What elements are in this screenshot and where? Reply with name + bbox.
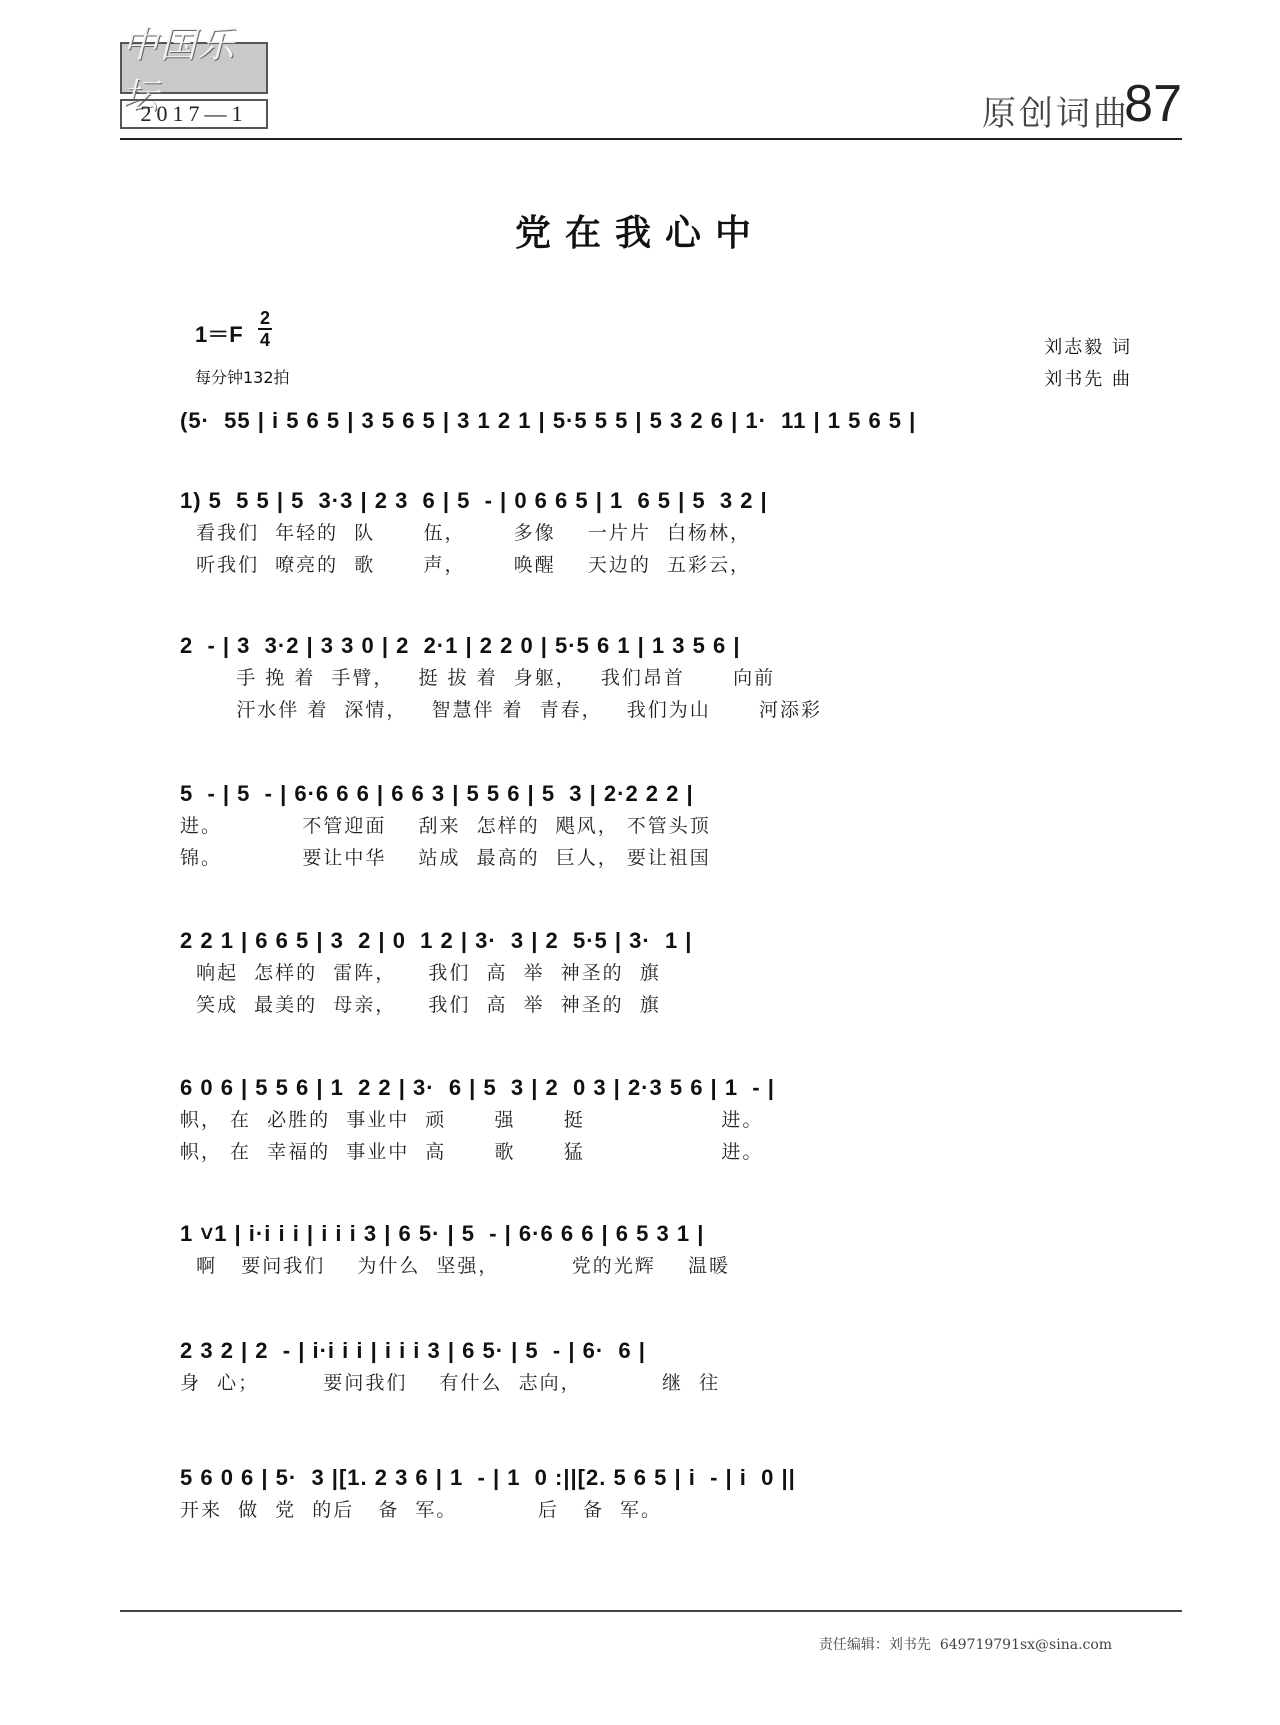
- lyric-verse-1: 进。 不管迎面 刮来 怎样的 飓风， 不管头顶: [180, 815, 711, 837]
- time-signature-top: 2: [259, 308, 270, 328]
- score-system-6: [180, 1072, 1130, 1168]
- notation-line: 1) 5 5 5 | 5 3·3 | 2 3 6 | 5 - | 0 6 6 5 | 1 6 5 | 5 3 2 |: [180, 488, 768, 513]
- notation-line: 6 0 6 | 5 5 6 | 1 2 2 | 3· 6 | 5 3 | 2 0 3 | 2·3 5 6 | 1 - |: [180, 1075, 775, 1100]
- lyric-verse-1: 看我们 年轻的 队 伍， 多像 一片片 白杨林，: [180, 522, 751, 544]
- notation-line: 2 - | 3 3·2 | 3 3 0 | 2 2·1 | 2 2 0 | 5·5 6 1 | 1 3 5 6 |: [180, 633, 741, 658]
- notation-line: (5· 55 | i 5 6 5 | 3 5 6 5 | 3 1 2 1 | 5·5 5 5 | 5 3 2 6 | 1· 11 | 1 5 6 5 |: [180, 408, 917, 433]
- lyric-verse-2: 听我们 嘹亮的 歌 声， 唤醒 天边的 五彩云，: [180, 554, 751, 576]
- lyric-verse-2: 笑成 最美的 母亲， 我们 高 举 神圣的 旗: [180, 994, 661, 1016]
- time-signature-bottom: 4: [259, 330, 270, 350]
- tempo-marking: 每分钟132拍: [195, 368, 290, 387]
- lyric-line: 啊 要问我们 为什么 坚强， 党的光辉 温暖: [180, 1255, 730, 1277]
- notation-line: 2 3 2 | 2 - | i·i i i | i i i 3 | 6 5· | 5 - | 6· 6 |: [180, 1338, 646, 1363]
- score-system-9: [180, 1462, 1130, 1526]
- editor-credit: 责任编辑：刘书先: [818, 1637, 931, 1653]
- score-system-7: [180, 1218, 1130, 1282]
- key-signature: 1＝F: [195, 322, 243, 347]
- lyric-verse-2: 汗水伴 着 深情， 智慧伴 着 青春， 我们为山 河添彩: [180, 699, 822, 721]
- score-system-5: [180, 925, 1130, 1021]
- score-system-2: [180, 485, 1130, 581]
- lyric-verse-1: 帜， 在 必胜的 事业中 顽 强 挺 进。: [180, 1109, 764, 1131]
- lyric-line: 身 心； 要问我们 有什么 志向， 继 往: [180, 1372, 721, 1394]
- notation-line: 1 ˅1 | i·i i i | i i i 3 | 6 5· | 5 - | 6·6 6 6 | 6 5 3 1 |: [180, 1221, 705, 1246]
- footer-credit: [810, 1618, 1112, 1654]
- section-title: 原创词曲: [982, 94, 1130, 134]
- lyric-line: 开来 做 党 的后 备 军。 后 备 军。: [180, 1499, 663, 1521]
- score-system-1: [180, 405, 1130, 437]
- time-signature: [258, 308, 272, 350]
- lyric-verse-2: 帜， 在 幸福的 事业中 高 歌 猛 进。: [180, 1141, 764, 1163]
- issue-number: 2017—1: [120, 99, 268, 129]
- magazine-logo: 中国乐坛: [120, 42, 268, 94]
- footer-divider: [120, 1610, 1182, 1612]
- header-divider: [120, 138, 1182, 140]
- lyric-verse-1: 手 挽 着 手臂， 挺 拔 着 身躯， 我们昂首 向前: [180, 667, 776, 689]
- score-system-3: [180, 630, 1130, 726]
- page-number: 87: [1124, 75, 1182, 133]
- notation-line: 2 2 1 | 6 6 5 | 3 2 | 0 1 2 | 3· 3 | 2 5·5 | 3· 1 |: [180, 928, 693, 953]
- song-title: 党在我心中: [514, 213, 765, 254]
- lyric-verse-1: 响起 怎样的 雷阵， 我们 高 举 神圣的 旗: [180, 962, 661, 984]
- notation-line: 5 - | 5 - | 6·6 6 6 | 6 6 3 | 5 5 6 | 5 3 | 2·2 2 2 |: [180, 781, 694, 806]
- notation-line: 5 6 0 6 | 5· 3 |[1. 2 3 6 | 1 - | 1 0 :||[2. 5 6 5 | i - | i 0 ||: [180, 1465, 796, 1490]
- composer-credit: 刘书先 曲: [1044, 369, 1132, 390]
- score-system-8: [180, 1335, 1130, 1399]
- lyric-verse-2: 锦。 要让中华 站成 最高的 巨人， 要让祖国: [180, 847, 711, 869]
- score-system-4: [180, 778, 1130, 874]
- lyricist-credit: 刘志毅 词: [1044, 337, 1132, 358]
- editor-email: 649719791sx@sina.com: [939, 1637, 1113, 1653]
